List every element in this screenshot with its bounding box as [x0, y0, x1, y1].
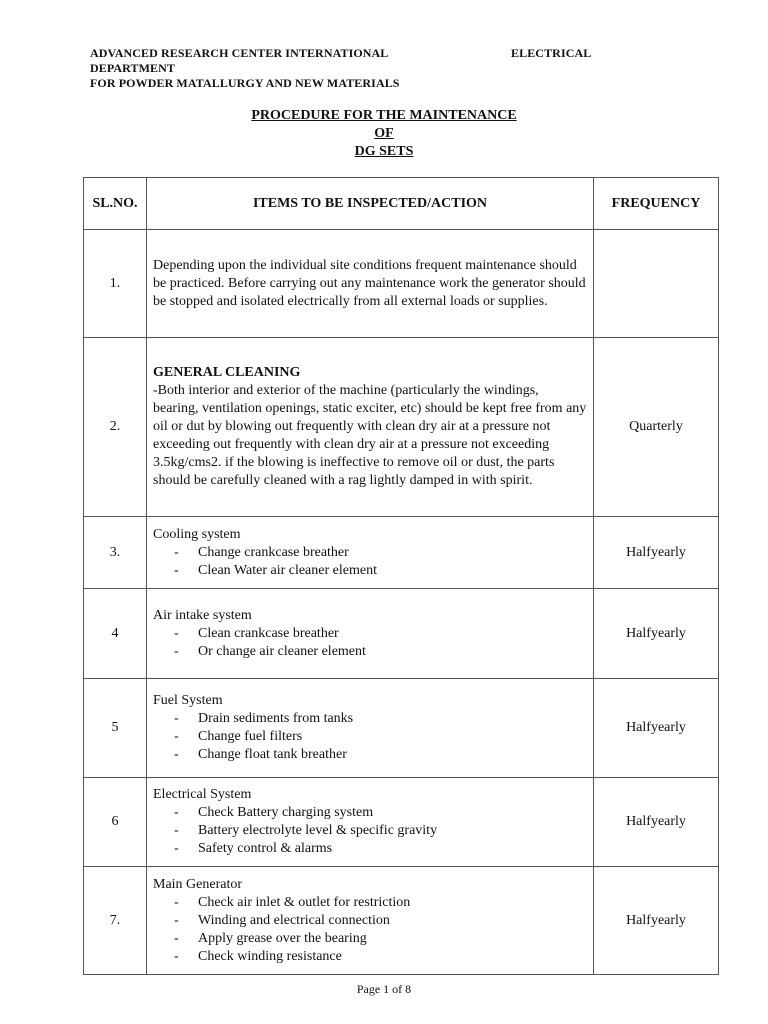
- action-item: [153, 948, 587, 966]
- action-item-text: Change float tank breather: [198, 747, 347, 762]
- dash-bullet: -: [174, 544, 179, 560]
- table-row: [84, 679, 719, 778]
- row-items: [147, 589, 594, 679]
- action-item: [153, 728, 587, 746]
- dash-bullet: -: [174, 912, 179, 928]
- row-items: [147, 778, 594, 867]
- dash-bullet: -: [174, 747, 179, 762]
- table-row: [84, 867, 719, 975]
- row-slno: 4: [84, 589, 147, 679]
- row-items: [147, 230, 594, 338]
- row-slno: 6: [84, 778, 147, 867]
- row-frequency: Halfyearly: [594, 589, 719, 679]
- action-item: [153, 822, 587, 840]
- row-slno: 1.: [84, 230, 147, 338]
- table-row: [84, 589, 719, 679]
- row-frequency: Halfyearly: [594, 517, 719, 589]
- action-item-text: Check Battery charging system: [198, 805, 374, 820]
- header-items: ITEMS TO BE INSPECTED/ACTION: [147, 178, 594, 230]
- table-header-row: [84, 178, 719, 230]
- page-number: Page 1 of 8: [356, 982, 412, 996]
- row-frequency: [594, 230, 719, 338]
- maintenance-table: [83, 177, 719, 975]
- row-slno: 2.: [84, 338, 147, 517]
- row-heading: Main Generator: [153, 876, 243, 892]
- dash-bullet: -: [174, 711, 179, 726]
- department-label-cont: DEPARTMENT: [90, 61, 176, 75]
- row-frequency: Halfyearly: [594, 679, 719, 778]
- department-label: ELECTRICAL: [511, 46, 592, 60]
- header-frequency: FREQUENCY: [594, 178, 719, 230]
- action-item: [153, 804, 587, 822]
- dash-bullet: -: [174, 562, 179, 578]
- dash-bullet: -: [174, 643, 179, 659]
- dash-bullet: -: [174, 930, 179, 946]
- action-item-text: Or change air cleaner element: [198, 643, 366, 659]
- action-item-text: Change fuel filters: [198, 729, 303, 744]
- row-heading: Fuel System: [153, 693, 223, 708]
- header-slno: SL.NO.: [84, 178, 147, 230]
- row-items: [147, 338, 594, 517]
- action-item-text: Apply grease over the bearing: [198, 930, 367, 946]
- row-description: Depending upon the individual site conditions frequent maintenance should be practiced. Before carrying out any maintenance work the generator should be stopped and isolated electrically from all external loads or supplies.: [153, 257, 586, 309]
- action-item: [153, 544, 587, 562]
- dash-bullet: -: [174, 841, 179, 856]
- row-heading: Air intake system: [153, 607, 252, 623]
- org-name-line2: FOR POWDER MATALLURGY AND NEW MATERIALS: [90, 76, 400, 90]
- row-slno: 7.: [84, 867, 147, 975]
- document-title-line1: PROCEDURE FOR THE MAINTENANCE: [251, 108, 517, 123]
- action-item-text: Change crankcase breather: [198, 544, 349, 560]
- table-row: [84, 517, 719, 589]
- row-frequency: Quarterly: [594, 338, 719, 517]
- dash-bullet: -: [174, 805, 179, 820]
- dash-bullet: -: [174, 894, 179, 910]
- action-item-text: Battery electrolyte level & specific gravity: [198, 823, 438, 838]
- row-heading: GENERAL CLEANING: [153, 365, 301, 380]
- action-item: [153, 894, 587, 912]
- action-item: [153, 912, 587, 930]
- action-item: [153, 643, 587, 661]
- table-row: [84, 778, 719, 867]
- row-items: [147, 867, 594, 975]
- row-items: [147, 679, 594, 778]
- dash-bullet: -: [174, 625, 179, 641]
- row-frequency: Halfyearly: [594, 778, 719, 867]
- row-slno: 3.: [84, 517, 147, 589]
- row-heading: Electrical System: [153, 787, 252, 802]
- action-item: [153, 840, 587, 858]
- action-item-text: Safety control & alarms: [198, 841, 333, 856]
- dash-bullet: -: [174, 729, 179, 744]
- action-item: [153, 710, 587, 728]
- action-item-text: Check winding resistance: [198, 948, 342, 964]
- action-item-text: Winding and electrical connection: [198, 912, 390, 928]
- action-item: [153, 746, 587, 764]
- action-item-text: Clean Water air cleaner element: [198, 562, 377, 578]
- row-heading: Cooling system: [153, 526, 241, 542]
- table-row: [84, 338, 719, 517]
- row-frequency: Halfyearly: [594, 867, 719, 975]
- row-items: [147, 517, 594, 589]
- action-item-text: Check air inlet & outlet for restriction: [198, 894, 411, 910]
- action-item-text: Drain sediments from tanks: [198, 711, 354, 726]
- org-name-line1: ADVANCED RESEARCH CENTER INTERNATIONAL: [90, 46, 389, 60]
- action-item: [153, 625, 587, 643]
- document-title-line3: DG SETS: [354, 144, 414, 159]
- row-description: -Both interior and exterior of the machine (particularly the windings, bearing, ventilation openings, static exciter, etc) should be kept free from any oil or dut by blowing out frequently with clean dry air at a pressure not exceeding out frequently with clean dry air at a pressure not exceeding 3.5kg/cms2. if the blowing is ineffective to remove oil or dust, the parts should be carefully cleaned with a rag lightly damped in with spirit.: [153, 383, 587, 488]
- dash-bullet: -: [174, 948, 179, 964]
- row-slno: 5: [84, 679, 147, 778]
- table-row: [84, 230, 719, 338]
- action-item-text: Clean crankcase breather: [198, 625, 339, 641]
- action-item: [153, 930, 587, 948]
- document-title-line2: OF: [374, 126, 394, 141]
- action-item: [153, 562, 587, 580]
- dash-bullet: -: [174, 823, 179, 838]
